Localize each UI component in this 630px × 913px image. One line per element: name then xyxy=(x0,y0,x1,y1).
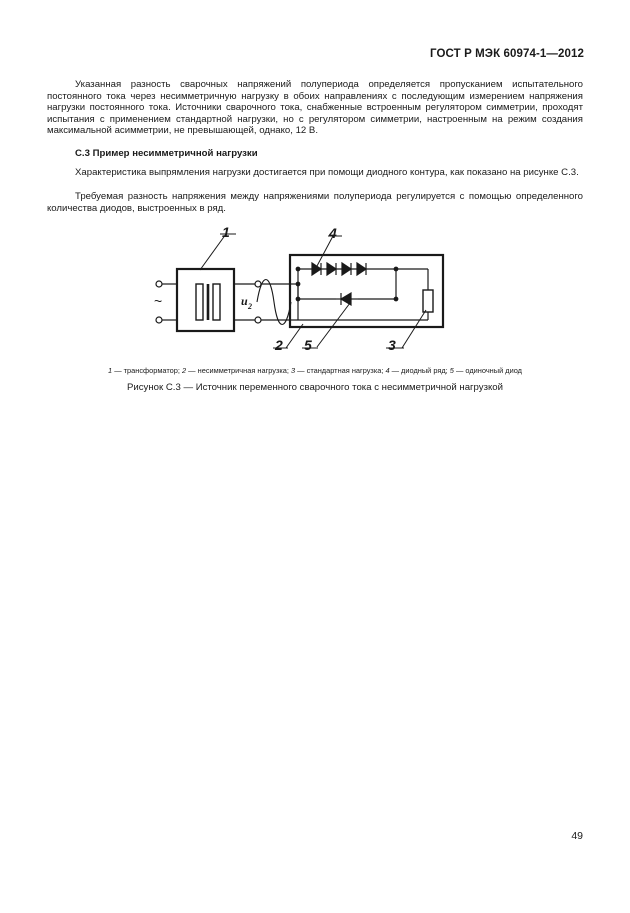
legend-text: — одиночный диод xyxy=(453,366,522,375)
paragraph-asymmetry-test xyxy=(47,79,583,137)
legend-text: — диодный ряд; xyxy=(389,366,450,375)
sine-wave xyxy=(257,280,291,325)
single-diode xyxy=(336,293,358,305)
paragraph-rectification xyxy=(47,167,583,179)
document-header: ГОСТ Р МЭК 60974-1—2012 xyxy=(430,48,584,60)
callout-4: 4 xyxy=(329,225,337,241)
legend-number: 5 xyxy=(449,366,454,375)
input-terminal-bottom xyxy=(156,317,162,323)
legend-text: — стандартная нагрузка; xyxy=(295,366,386,375)
callout-2: 2 xyxy=(275,337,283,353)
transformer-box xyxy=(177,269,234,331)
legend-number: 3 xyxy=(291,366,296,375)
paragraph-diode-count xyxy=(47,191,583,214)
legend-text: — несимметричная нагрузка; xyxy=(186,366,291,375)
figure-legend xyxy=(47,366,583,375)
diode-4 xyxy=(357,263,366,275)
callout-5: 5 xyxy=(304,337,312,353)
transformer-secondary-winding xyxy=(213,284,220,320)
legend-number: 2 xyxy=(182,366,187,375)
legend-text: — трансформатор; xyxy=(112,366,182,375)
voltage-label: u xyxy=(241,294,248,308)
output-terminal-bottom xyxy=(255,317,261,323)
figure-caption: Рисунок С.3 — Источник переменного сварочного тока с несимметричной нагрузкой xyxy=(127,382,503,393)
paragraph-text: Требуемая разность напряжения между напряжениями полупериода регулируется с помощью определенного количества диодов, выстроенных в ряд. xyxy=(47,191,583,214)
input-terminal-top xyxy=(156,281,162,287)
legend-number: 1 xyxy=(108,366,113,375)
ac-symbol: ~ xyxy=(154,293,163,309)
diode-3 xyxy=(342,263,351,275)
callout-5-leader xyxy=(317,303,350,347)
section-title: С.3 Пример несимметричной нагрузки xyxy=(75,148,258,159)
callout-1: 1 xyxy=(222,224,230,240)
paragraph-text: Характеристика выпрямления нагрузки достигается при помощи диодного контура, как показано на рисунке С.3. xyxy=(75,167,579,178)
paragraph-text: Указанная разность сварочных напряжений полупериода определяется пропусканием испытательного постоянного тока через несимметричную нагрузку в обоих направлениях с последующим измерением напряжения нагрузки постоянного тока. Источники сварочного тока, снабженные встроенным регулятором симметрии, проходят испытания с применением стандартной нагрузки, но с регулятором симметрии, настроенным на режим создания максимальной асимметрии, не превышающей, однако, 12 В. xyxy=(47,79,583,137)
diode-2 xyxy=(327,263,336,275)
circuit-diagram xyxy=(140,224,450,356)
callout-3-leader xyxy=(402,310,426,348)
voltage-subscript: 2 xyxy=(248,302,252,311)
output-terminal-top xyxy=(255,281,261,287)
page-number: 49 xyxy=(571,830,583,842)
callout-3: 3 xyxy=(388,337,396,353)
diode-1 xyxy=(312,263,321,275)
legend-number: 4 xyxy=(385,366,390,375)
standard-load-resistor xyxy=(423,290,433,312)
transformer-primary-winding xyxy=(196,284,203,320)
